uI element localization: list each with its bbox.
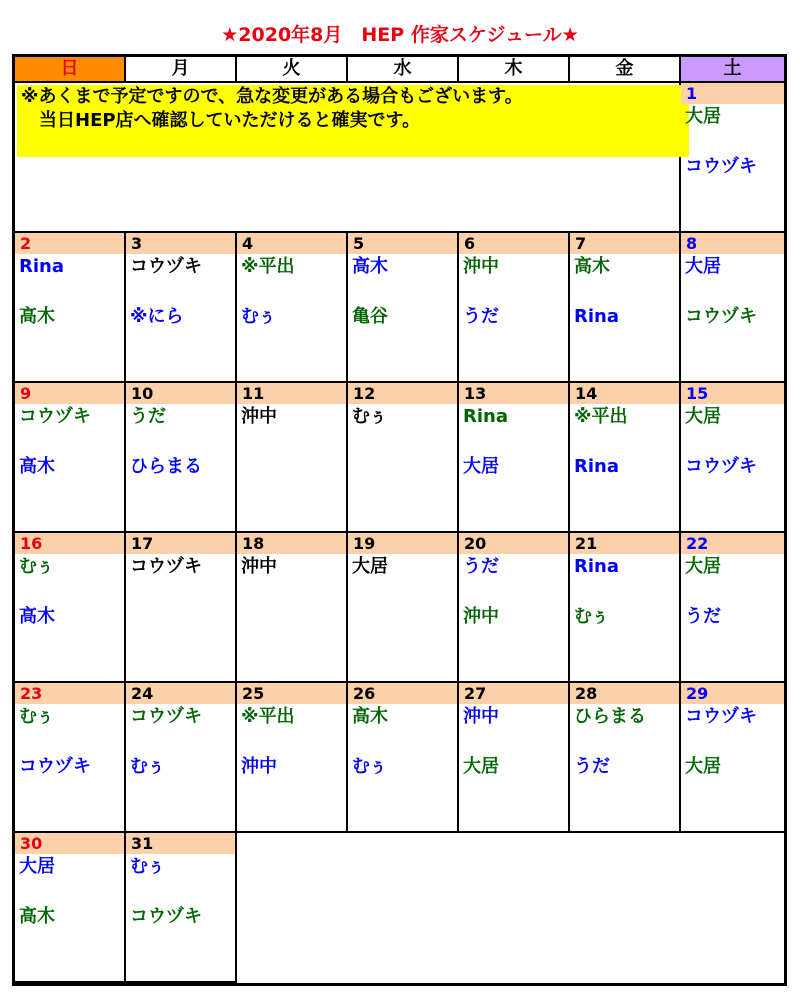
artist-entry: 大居 bbox=[463, 756, 499, 777]
artist-entry: うだ bbox=[574, 756, 610, 777]
date-bar bbox=[126, 233, 235, 254]
artist-entry: ※平出 bbox=[241, 706, 295, 727]
day-cell bbox=[681, 83, 784, 233]
artist-entry: うだ bbox=[130, 406, 166, 427]
artist-entry: 沖中 bbox=[241, 556, 277, 577]
weekday-header: 土 bbox=[681, 57, 784, 83]
artist-entry: 沖中 bbox=[463, 256, 499, 277]
artist-entry: 高木 bbox=[574, 256, 610, 277]
date-number: 13 bbox=[464, 384, 487, 403]
artist-entry: 大居 bbox=[685, 556, 721, 577]
artist-entry: うだ bbox=[685, 606, 721, 627]
date-bar bbox=[570, 233, 679, 254]
calendar-grid bbox=[12, 54, 787, 986]
artist-entry: むぅ bbox=[574, 606, 610, 627]
date-number: 5 bbox=[353, 234, 365, 253]
artist-entry: うだ bbox=[463, 556, 499, 577]
day-cell bbox=[348, 233, 459, 383]
artist-entry: 沖中 bbox=[463, 706, 499, 727]
date-number: 14 bbox=[575, 384, 598, 403]
date-number: 24 bbox=[131, 684, 154, 703]
day-cell bbox=[570, 683, 681, 833]
artist-entry: ※平出 bbox=[241, 256, 295, 277]
day-cell bbox=[237, 233, 348, 383]
day-cell bbox=[681, 233, 784, 383]
notice-box bbox=[17, 85, 689, 157]
day-cell bbox=[681, 683, 784, 833]
date-number: 1 bbox=[686, 84, 698, 103]
date-number: 12 bbox=[353, 384, 376, 403]
date-number: 28 bbox=[575, 684, 598, 703]
artist-entry: 沖中 bbox=[241, 756, 277, 777]
notice-area bbox=[15, 83, 681, 233]
weekday-header: 金 bbox=[570, 57, 681, 83]
date-number: 7 bbox=[575, 234, 587, 253]
day-cell bbox=[681, 533, 784, 683]
artist-entry: ひらまる bbox=[130, 456, 202, 477]
date-number: 17 bbox=[131, 534, 154, 553]
date-number: 27 bbox=[464, 684, 487, 703]
weekday-header: 火 bbox=[237, 57, 348, 83]
weekday-header: 木 bbox=[459, 57, 570, 83]
page-title: ★2020年8月 HEP 作家スケジュール★ bbox=[221, 24, 579, 46]
date-number: 25 bbox=[242, 684, 265, 703]
date-number: 29 bbox=[686, 684, 709, 703]
date-number: 26 bbox=[353, 684, 376, 703]
day-cell bbox=[570, 533, 681, 683]
day-cell bbox=[570, 383, 681, 533]
day-cell bbox=[681, 383, 784, 533]
day-cell bbox=[348, 683, 459, 833]
artist-entry: 大居 bbox=[352, 556, 388, 577]
artist-entry: ※平出 bbox=[574, 406, 628, 427]
date-number: 6 bbox=[464, 234, 476, 253]
day-cell bbox=[237, 533, 348, 683]
artist-entry: ひらまる bbox=[574, 706, 646, 727]
date-number: 11 bbox=[242, 384, 265, 403]
day-cell bbox=[459, 533, 570, 683]
date-number: 18 bbox=[242, 534, 265, 553]
artist-entry: Rina bbox=[19, 256, 64, 277]
date-number: 8 bbox=[686, 234, 698, 253]
date-number: 30 bbox=[20, 834, 43, 853]
artist-entry: 高木 bbox=[19, 606, 55, 627]
artist-entry: むぅ bbox=[130, 756, 166, 777]
day-cell bbox=[348, 383, 459, 533]
artist-entry: コウヅキ bbox=[130, 556, 202, 577]
date-bar bbox=[15, 383, 124, 404]
artist-entry: コウヅキ bbox=[130, 256, 202, 277]
day-cell bbox=[348, 533, 459, 683]
date-number: 20 bbox=[464, 534, 487, 553]
artist-entry: 大居 bbox=[685, 256, 721, 277]
artist-entry: むぅ bbox=[241, 306, 277, 327]
day-cell bbox=[15, 383, 126, 533]
artist-entry: むぅ bbox=[352, 756, 388, 777]
weekday-header: 月 bbox=[126, 57, 237, 83]
day-cell bbox=[126, 383, 237, 533]
artist-entry: 亀谷 bbox=[352, 306, 388, 327]
date-number: 23 bbox=[20, 684, 43, 703]
date-bar bbox=[237, 233, 346, 254]
artist-entry: むぅ bbox=[352, 406, 388, 427]
date-number: 21 bbox=[575, 534, 598, 553]
artist-entry: ※にら bbox=[130, 306, 184, 327]
artist-entry: コウヅキ bbox=[685, 706, 757, 727]
day-cell bbox=[126, 533, 237, 683]
day-cell bbox=[459, 233, 570, 383]
artist-entry: むぅ bbox=[19, 706, 55, 727]
artist-entry: 大居 bbox=[685, 756, 721, 777]
date-bar bbox=[15, 233, 124, 254]
artist-entry: コウヅキ bbox=[130, 906, 202, 927]
artist-entry: Rina bbox=[463, 406, 508, 427]
date-number: 19 bbox=[353, 534, 376, 553]
artist-entry: 大居 bbox=[685, 406, 721, 427]
day-cell bbox=[237, 683, 348, 833]
day-cell bbox=[15, 833, 126, 983]
date-number: 4 bbox=[242, 234, 254, 253]
artist-entry: 高木 bbox=[352, 256, 388, 277]
day-cell bbox=[15, 533, 126, 683]
day-cell bbox=[570, 233, 681, 383]
artist-entry: コウヅキ bbox=[130, 706, 202, 727]
artist-entry: コウヅキ bbox=[685, 456, 757, 477]
day-cell bbox=[459, 683, 570, 833]
day-cell bbox=[459, 383, 570, 533]
day-cell bbox=[15, 683, 126, 833]
artist-entry: 沖中 bbox=[463, 606, 499, 627]
date-number: 15 bbox=[686, 384, 709, 403]
artist-entry: コウヅキ bbox=[19, 756, 91, 777]
artist-entry: 沖中 bbox=[241, 406, 277, 427]
date-bar bbox=[459, 233, 568, 254]
artist-entry: むぅ bbox=[19, 556, 55, 577]
date-number: 9 bbox=[20, 384, 32, 403]
weekday-header: 日 bbox=[15, 57, 126, 83]
artist-entry: コウヅキ bbox=[19, 406, 91, 427]
date-number: 3 bbox=[131, 234, 143, 253]
artist-entry: Rina bbox=[574, 306, 619, 327]
notice-line-1: ※あくまで予定ですので、急な変更がある場合もございます。 bbox=[21, 86, 523, 107]
empty-area bbox=[237, 833, 784, 983]
date-number: 22 bbox=[686, 534, 709, 553]
day-cell bbox=[126, 683, 237, 833]
day-cell bbox=[126, 833, 237, 983]
artist-entry: Rina bbox=[574, 556, 619, 577]
date-number: 2 bbox=[20, 234, 32, 253]
notice-line-2: 当日HEP店へ確認していただけると確実です。 bbox=[21, 110, 421, 131]
date-bar bbox=[348, 233, 457, 254]
artist-entry: 高木 bbox=[19, 306, 55, 327]
date-number: 16 bbox=[20, 534, 43, 553]
day-cell bbox=[126, 233, 237, 383]
artist-entry: むぅ bbox=[130, 856, 166, 877]
artist-entry: コウヅキ bbox=[685, 156, 757, 177]
artist-entry: 高木 bbox=[19, 456, 55, 477]
artist-entry: 大居 bbox=[19, 856, 55, 877]
day-cell bbox=[15, 233, 126, 383]
artist-entry: コウヅキ bbox=[685, 306, 757, 327]
artist-entry: うだ bbox=[463, 306, 499, 327]
artist-entry: Rina bbox=[574, 456, 619, 477]
artist-entry: 大居 bbox=[463, 456, 499, 477]
weekday-header: 水 bbox=[348, 57, 459, 83]
date-number: 31 bbox=[131, 834, 154, 853]
day-cell bbox=[237, 383, 348, 533]
artist-entry: 高木 bbox=[19, 906, 55, 927]
artist-entry: 大居 bbox=[685, 106, 721, 127]
artist-entry: 高木 bbox=[352, 706, 388, 727]
date-number: 10 bbox=[131, 384, 154, 403]
